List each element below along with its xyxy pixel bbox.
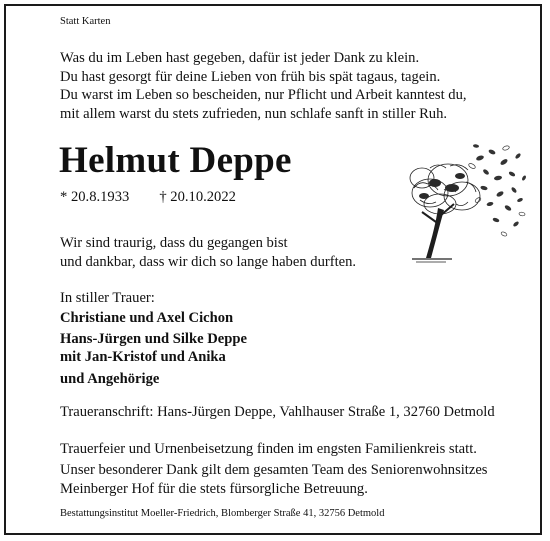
verse (60, 49, 467, 123)
thanks-line: Meinberger Hof für die stets fürsorgliche Betreuung. (60, 480, 368, 497)
verse-line: Was du im Leben hast gegeben, dafür ist jeder Dank zu klein. (60, 50, 420, 66)
mourner-line: Christiane und Axel Cichon (60, 310, 234, 326)
mourner-line: Hans-Jürgen und Silke Deppe (60, 331, 247, 347)
ceremony-note: Trauerfeier und Urnenbeisetzung finden im engsten Familienkreis statt. (60, 441, 477, 457)
message (60, 234, 356, 271)
tree-in-wind-icon (400, 138, 530, 266)
mourner-line: und Angehörige (60, 371, 160, 387)
birth-date: * 20.8.1933 (60, 189, 130, 205)
header-label: Statt Karten (60, 16, 111, 27)
mourner-line: mit Jan-Kristof und Anika (60, 349, 226, 365)
deceased-name: Helmut Deppe (59, 140, 292, 181)
death-date: † 20.10.2022 (159, 189, 236, 205)
verse-line: mit allem warst du stets zufrieden, nun schlafe sanft in stiller Ruh. (60, 105, 448, 122)
message-line: Wir sind traurig, dass du gegangen bist (60, 235, 288, 251)
mourners-intro: In stiller Trauer: (60, 290, 155, 306)
life-dates (60, 189, 236, 206)
footer-undertaker: Bestattungsinstitut Moeller-Friedrich, Blomberger Straße 41, 32756 Detmold (60, 508, 385, 519)
verse-line: Du hast gesorgt für deine Lieben von früh bis spät tagaus, tagein. (60, 68, 441, 85)
message-line: und dankbar, dass wir dich so lange haben durften. (60, 253, 357, 270)
verse-line: Du warst im Leben so bescheiden, nur Pflicht und Arbeit kanntest du, (60, 87, 467, 104)
thanks-note (60, 461, 488, 498)
address: Traueranschrift: Hans-Jürgen Deppe, Vahlhauser Straße 1, 32760 Detmold (60, 404, 495, 420)
thanks-line: Unser besonderer Dank gilt dem gesamten Team des Seniorenwohnsitzes (60, 462, 488, 478)
